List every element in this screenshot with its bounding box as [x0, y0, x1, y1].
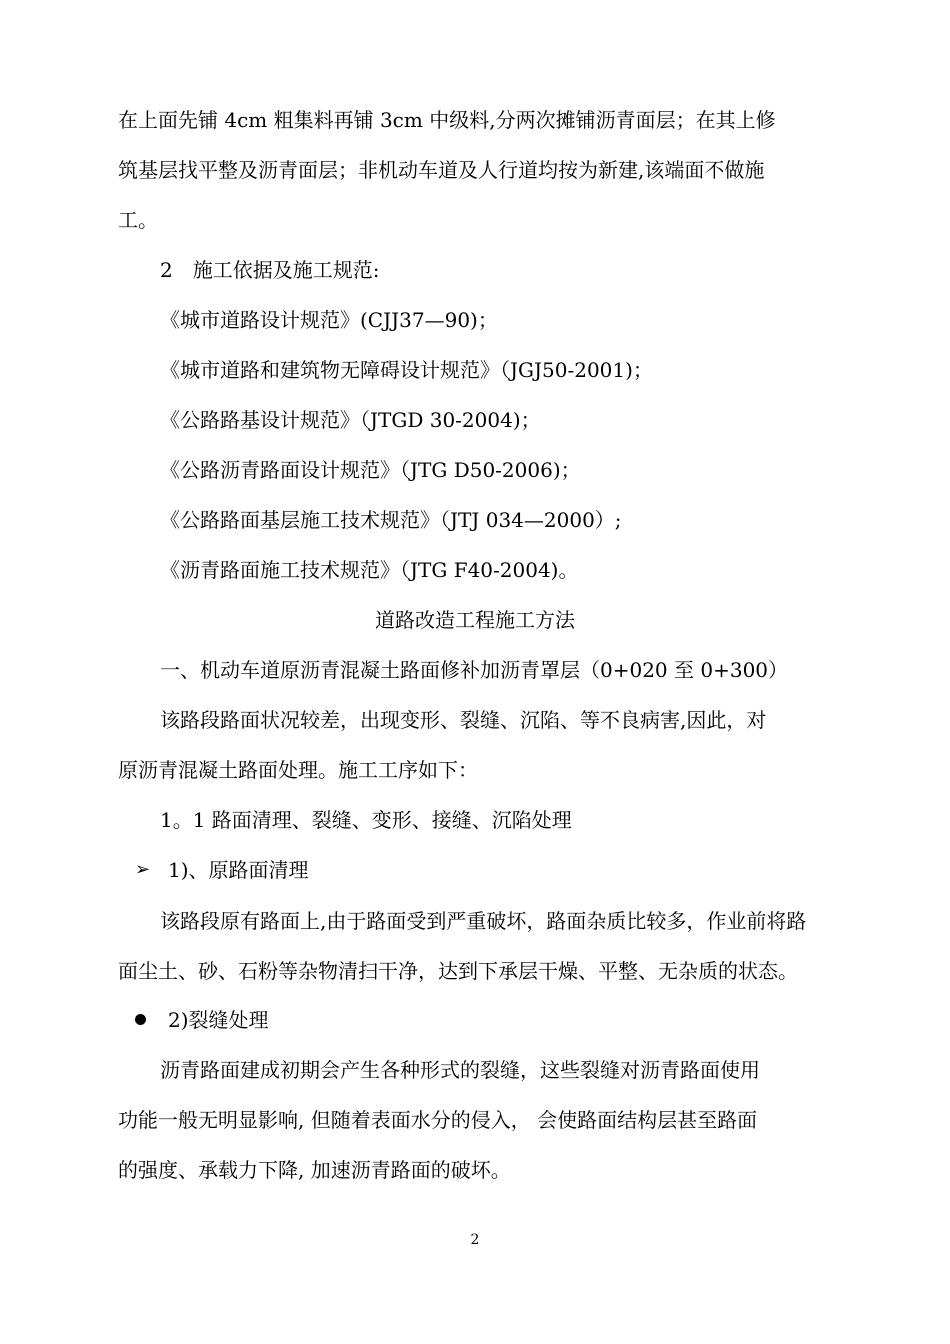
part-1-para-line-2: 原沥青混凝土路面处理。施工工序如下：	[118, 758, 478, 782]
item-2-title: 2)裂缝处理	[168, 1008, 269, 1032]
intro-line-2: 筑基层找平整及沥青面层；非机动车道及人行道均按为新建,该端面不做施	[118, 158, 765, 182]
standard-item: 《沥青路面施工技术规范》（JTG F40-2004)。	[160, 558, 579, 582]
dot-bullet-icon	[135, 1014, 146, 1025]
method-title: 道路改造工程施工方法	[375, 608, 575, 632]
part-1-subheading: 1。1 路面清理、裂缝、变形、接缝、沉陷处理	[160, 808, 572, 832]
item-1-title: 1)、原路面清理	[168, 858, 309, 882]
item-2-line-1: 沥青路面建成初期会产生各种形式的裂缝，这些裂缝对沥青路面使用	[160, 1058, 760, 1082]
intro-line-3: 工。	[118, 208, 158, 232]
standard-item: 《公路沥青路面设计规范》（JTG D50-2006)；	[160, 458, 581, 482]
item-1-line-2: 面尘土、砂、石粉等杂物清扫干净，达到下承层干燥、平整、无杂质的状态。	[118, 959, 798, 983]
part-1-heading: 一、机动车道原沥青混凝土路面修补加沥青罩层（0+020 至 0+300）	[160, 658, 789, 682]
item-2-line-2: 功能一般无明显影响, 但随着表面水分的侵入， 会使路面结构层甚至路面	[118, 1108, 758, 1132]
standard-item: 《公路路面基层施工技术规范》（JTJ 034—2000）;	[160, 508, 622, 532]
intro-line-1: 在上面先铺 4cm 粗集料再铺 3cm 中级料,分两次摊铺沥青面层；在其上修	[118, 108, 776, 132]
standard-item: 《城市道路和建筑物无障碍设计规范》（JGJ50-2001)；	[160, 358, 653, 382]
item-1-line-1: 该路段原有路面上,由于路面受到严重破坏，路面杂质比较多，作业前将路	[160, 909, 807, 933]
part-1-para-line-1: 该路段路面状况较差，出现变形、裂缝、沉陷、等不良病害,因此，对	[160, 708, 767, 732]
item-2-line-3: 的强度、承载力下降, 加速沥青路面的破坏。	[118, 1158, 511, 1182]
standard-item: 《公路路基设计规范》（JTGD 30-2004)；	[160, 408, 541, 432]
arrow-bullet-icon: ➢	[135, 859, 151, 880]
standard-item: 《城市道路设计规范》(CJJ37—90)；	[160, 308, 498, 332]
page-number: 2	[470, 1232, 480, 1248]
section-2-heading: 2 施工依据及施工规范:	[160, 258, 380, 282]
